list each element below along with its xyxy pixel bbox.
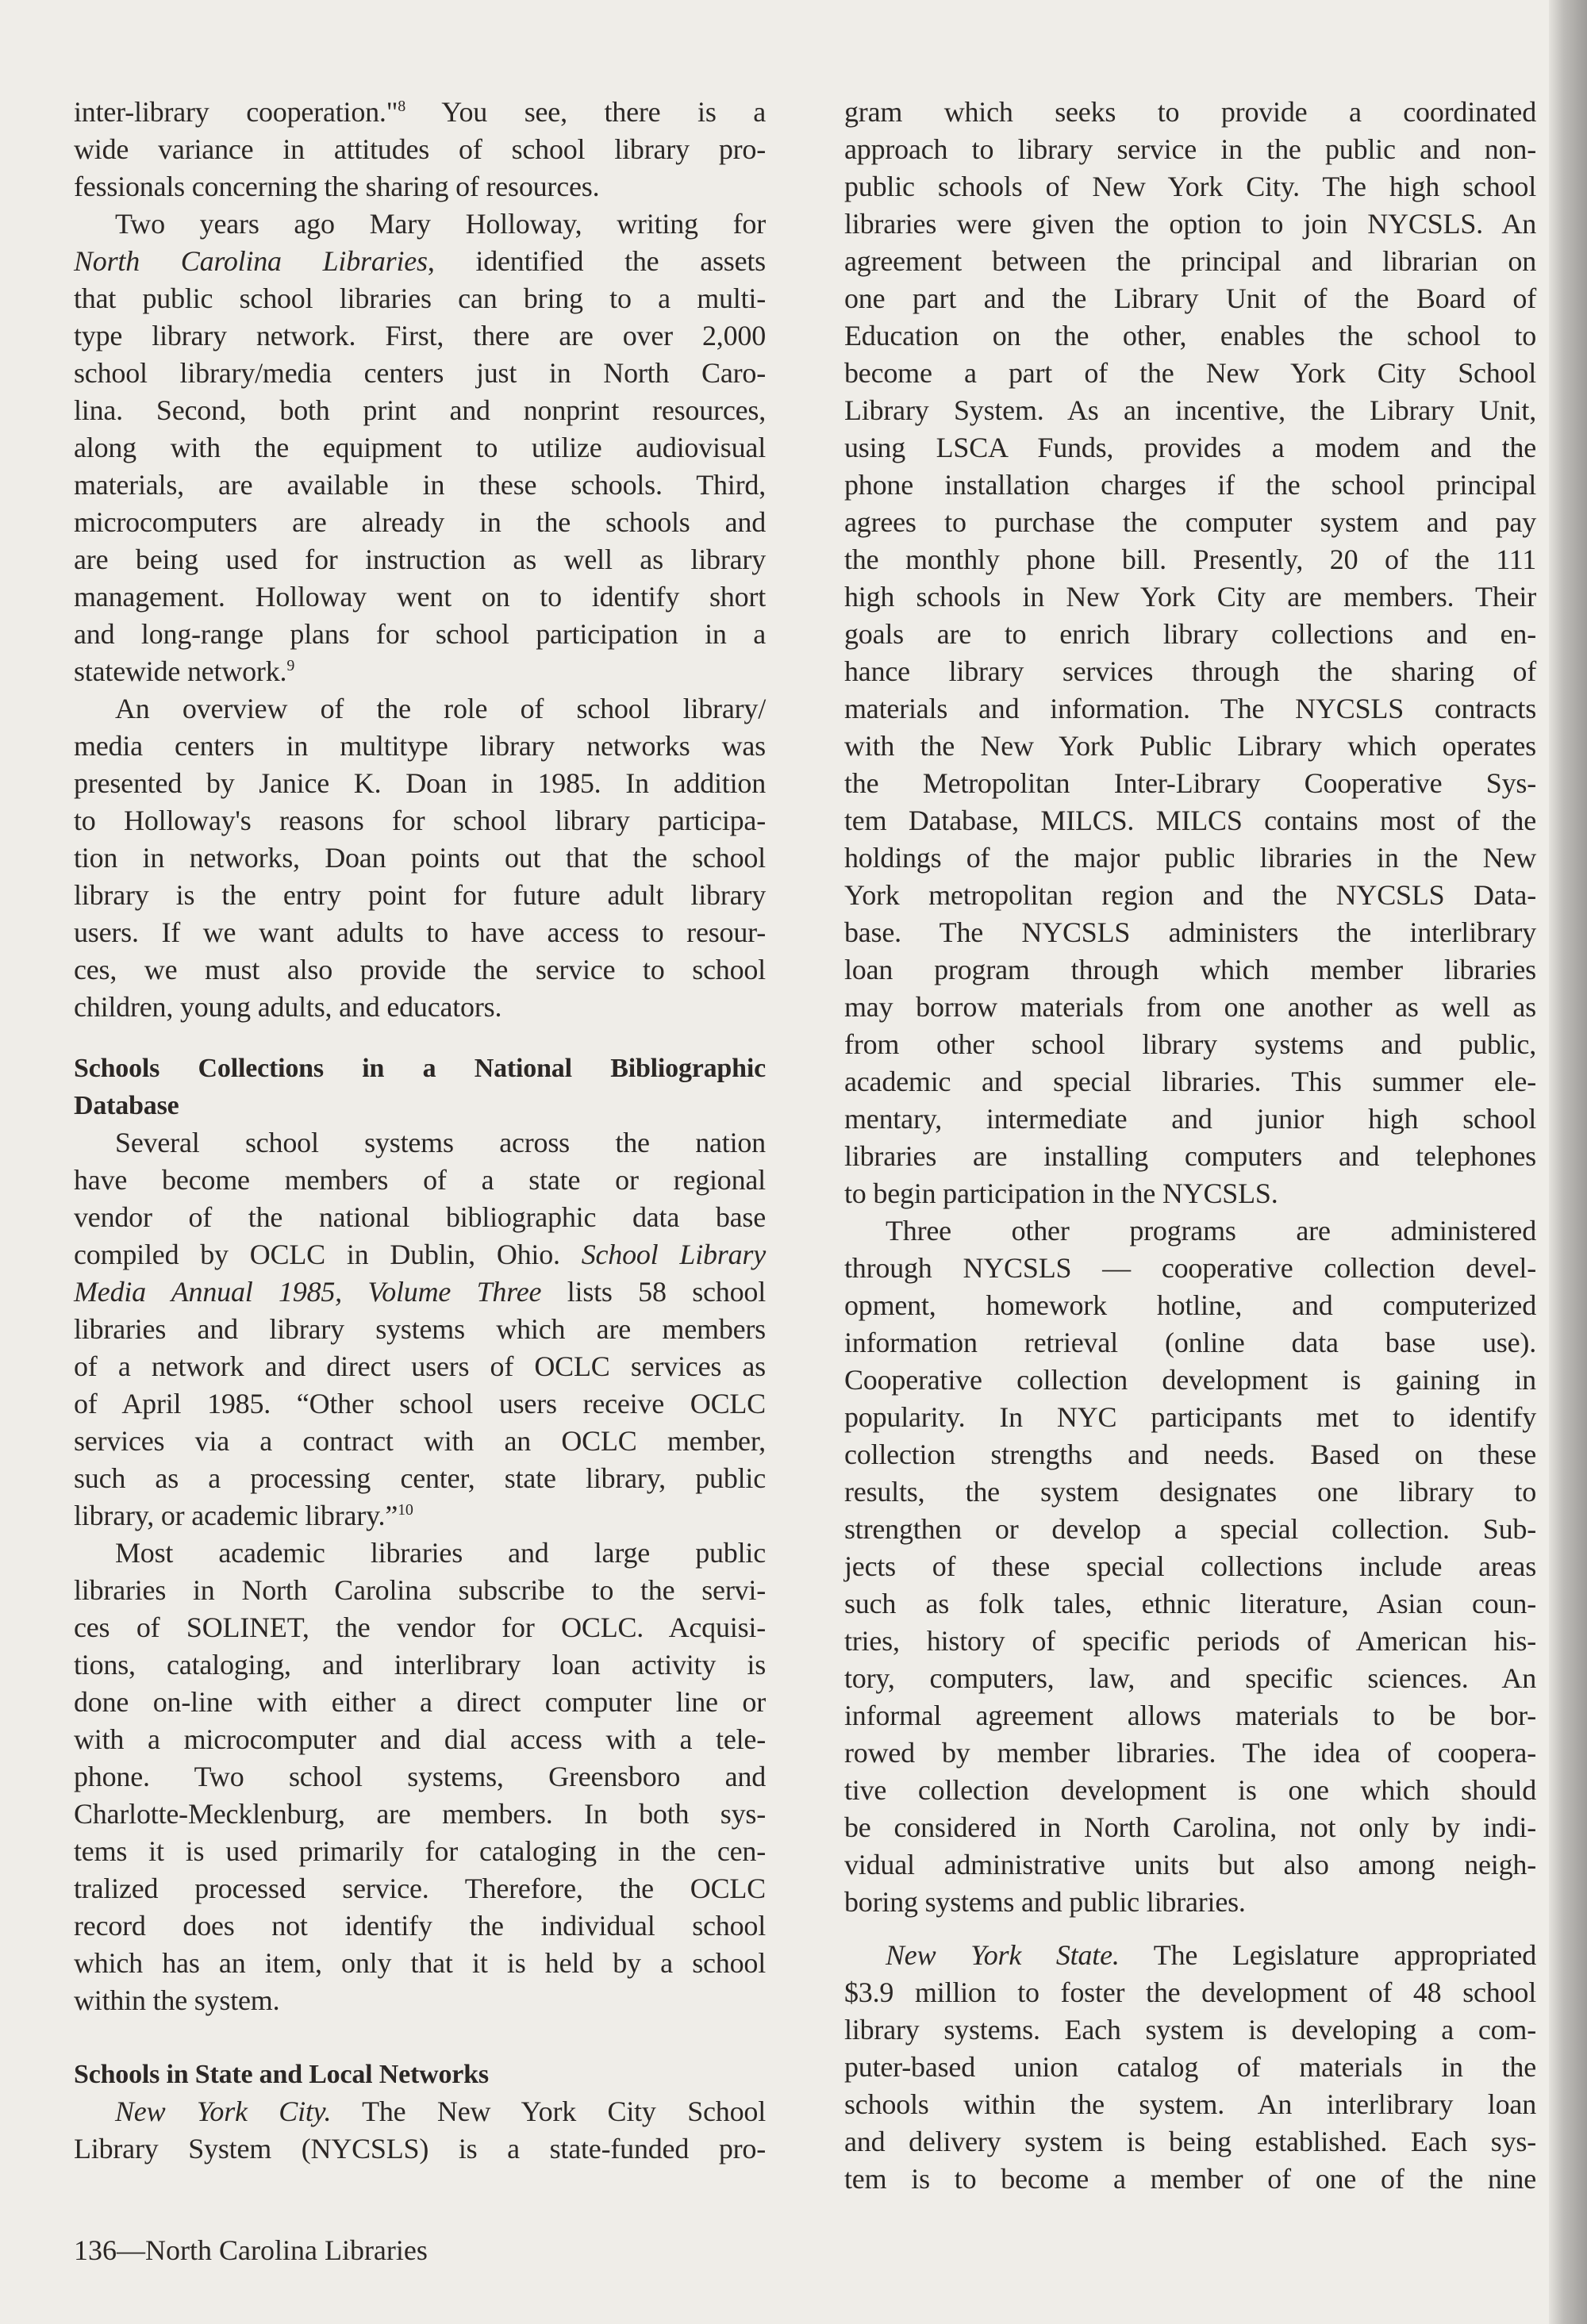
text-line (844, 2161, 1536, 2198)
text-run: services via a contract with an OCLC member, (74, 1425, 766, 1457)
text-run: rowed by member libraries. The idea of coopera- (844, 1737, 1536, 1769)
text-line (844, 578, 1536, 616)
text-line (844, 94, 1536, 131)
text-run: results, the system designates one library to (844, 1476, 1536, 1508)
text-run: one part and the Library Unit of the Board of (844, 282, 1536, 314)
text-run: An overview of the role of school library/ (115, 693, 766, 724)
text-line (74, 1982, 766, 2019)
text-run: such as folk tales, ethnic literature, Asian coun- (844, 1588, 1536, 1619)
text-line (74, 877, 766, 914)
text-line (74, 317, 766, 355)
text-run: the Metropolitan Inter-Library Cooperative Sys- (844, 767, 1536, 799)
text-line (844, 1585, 1536, 1623)
text-run: record does not identify the individual school (74, 1910, 766, 1942)
text-run: the monthly phone bill. Presently, 20 of the 111 (844, 544, 1536, 575)
text-run: phone. Two school systems, Greensboro and (74, 1761, 766, 1792)
text-run: ces of SOLINET, the vendor for OCLC. Acquisi- (74, 1611, 766, 1643)
text-run: which has an item, only that it is held by a school (74, 1947, 766, 1979)
text-line (844, 2049, 1536, 2086)
text-line (74, 1609, 766, 1646)
paragraph (74, 1535, 766, 2019)
text-line (844, 429, 1536, 467)
text-line (844, 802, 1536, 839)
italic-text: Media Annual 1985, Volume Three (74, 1276, 542, 1308)
text-line (844, 1138, 1536, 1175)
text-run: , identified the assets (427, 245, 766, 277)
text-line (74, 951, 766, 989)
text-line (74, 355, 766, 392)
text-line (74, 1087, 766, 1124)
text-run: tem Database, MILCS. MILCS contains most of the (844, 805, 1536, 836)
text-run: jects of these special collections include areas (844, 1550, 1536, 1582)
text-line (844, 355, 1536, 392)
paragraph (74, 690, 766, 1026)
text-run: Library System. As an incentive, the Library Unit, (844, 394, 1536, 426)
text-run: puter-based union catalog of materials in the (844, 2051, 1536, 2083)
text-run: and long-range plans for school participation in a (74, 618, 766, 650)
text-run: boring systems and public libraries. (844, 1886, 1246, 1918)
text-run: base. The NYCSLS administers the interlibrary (844, 916, 1536, 948)
text-line (844, 1436, 1536, 1473)
text-run: tory, computers, law, and specific sciences. An (844, 1662, 1536, 1694)
text-line (844, 317, 1536, 355)
text-line (844, 131, 1536, 168)
text-run: may borrow materials from one another as well as (844, 991, 1536, 1023)
text-line (74, 1199, 766, 1236)
text-line (844, 914, 1536, 951)
text-line (844, 1846, 1536, 1884)
text-line (74, 1796, 766, 1833)
text-run: Schools Collections in a National Bibliographic (74, 1054, 766, 1083)
text-run: and delivery system is being established. Each sys- (844, 2126, 1536, 2157)
text-run: library systems. Each system is developing a com- (844, 2014, 1536, 2046)
text-line (74, 1124, 766, 1162)
text-run: tralized processed service. Therefore, the OCLC (74, 1873, 766, 1904)
text-line (844, 1809, 1536, 1846)
text-line (844, 1287, 1536, 1324)
text-line (74, 1758, 766, 1796)
text-line (74, 765, 766, 802)
text-run: users. If we want adults to have access to resour- (74, 916, 766, 948)
text-run: media centers in multitype library networks was (74, 730, 766, 762)
section-heading (74, 2056, 766, 2093)
text-line (844, 1101, 1536, 1138)
text-line (844, 2123, 1536, 2161)
text-line (74, 914, 766, 951)
text-run: informal agreement allows materials to be bor- (844, 1700, 1536, 1731)
text-line (844, 839, 1536, 877)
text-line (74, 243, 766, 280)
text-line (74, 1236, 766, 1273)
text-run: The Legislature appropriated (1119, 1939, 1536, 1971)
text-line (844, 467, 1536, 504)
text-run: type library network. First, there are over 2,000 (74, 320, 766, 351)
text-run: with a microcomputer and dial access with a tele- (74, 1723, 766, 1755)
text-line (844, 765, 1536, 802)
text-run: fessionals concerning the sharing of resources. (74, 171, 600, 202)
footnote-marker: 10 (398, 1501, 413, 1519)
text-run: The New York City School (331, 2095, 766, 2127)
text-run: Two years ago Mary Holloway, writing for (115, 208, 766, 240)
text-run: collection strengths and needs. Based on these (844, 1439, 1536, 1470)
text-line (844, 168, 1536, 206)
right-column (844, 94, 1536, 2198)
text-run: become a part of the New York City School (844, 357, 1536, 389)
text-line (844, 504, 1536, 541)
text-line (74, 206, 766, 243)
text-run: agrees to purchase the computer system and pay (844, 506, 1536, 538)
text-line (74, 1572, 766, 1609)
text-line (74, 1050, 766, 1087)
text-run: have become members of a state or regional (74, 1164, 766, 1196)
text-run: such as a processing center, state library, public (74, 1462, 766, 1494)
text-line (74, 802, 766, 839)
text-line (844, 1697, 1536, 1734)
text-run: libraries are installing computers and telephones (844, 1140, 1536, 1172)
text-run: compiled by OCLC in Dublin, Ohio. (74, 1239, 582, 1270)
text-line (844, 1473, 1536, 1511)
text-line (844, 1734, 1536, 1772)
footnote-marker: 9 (286, 657, 295, 674)
text-run: tion in networks, Doan points out that the school (74, 842, 766, 874)
text-line (74, 168, 766, 206)
text-run: phone installation charges if the school principal (844, 469, 1536, 501)
text-run: academic and special libraries. This summer ele- (844, 1066, 1536, 1097)
text-line (844, 1063, 1536, 1101)
text-line (844, 2011, 1536, 2049)
text-line (74, 429, 766, 467)
text-run: that public school libraries can bring to a multi- (74, 282, 766, 314)
text-run: libraries in North Carolina subscribe to the servi- (74, 1574, 766, 1606)
text-line (74, 1945, 766, 1982)
text-run: tries, history of specific periods of American his- (844, 1625, 1536, 1657)
text-line (844, 1399, 1536, 1436)
text-line (844, 392, 1536, 429)
text-run: Most academic libraries and large public (115, 1537, 766, 1569)
paragraph (74, 206, 766, 690)
text-run: You see, there is a (405, 96, 767, 128)
text-line (844, 1772, 1536, 1809)
text-line (844, 1362, 1536, 1399)
text-run: $3.9 million to foster the development of 48 school (844, 1976, 1536, 2008)
italic-text: School Library (581, 1239, 766, 1270)
text-line (844, 989, 1536, 1026)
text-run: approach to library service in the public and non- (844, 133, 1536, 165)
text-run: library, or academic library.” (74, 1500, 398, 1531)
text-line (74, 1348, 766, 1385)
text-run: lina. Second, both print and nonprint resources, (74, 394, 766, 426)
text-line (844, 243, 1536, 280)
text-line (74, 616, 766, 653)
text-run: popularity. In NYC participants met to identify (844, 1401, 1536, 1433)
text-run: information retrieval (online data base use). (844, 1327, 1536, 1358)
text-run: with the New York Public Library which operates (844, 730, 1536, 762)
text-run: to begin participation in the NYCSLS. (844, 1177, 1278, 1209)
text-line (844, 1175, 1536, 1212)
paragraph (74, 94, 766, 206)
text-run: Education on the other, enables the school to (844, 320, 1536, 351)
text-line (844, 280, 1536, 317)
text-line (74, 653, 766, 690)
text-line (844, 690, 1536, 728)
text-run: library is the entry point for future adult library (74, 879, 766, 911)
text-run: Three other programs are administered (886, 1215, 1536, 1247)
text-line (74, 1311, 766, 1348)
text-line (74, 1684, 766, 1721)
text-line (74, 1460, 766, 1497)
text-run: materials and information. The NYCSLS contracts (844, 693, 1536, 724)
text-run: school library/media centers just in North Caro- (74, 357, 766, 389)
text-run: goals are to enrich library collections and en- (844, 618, 1536, 650)
text-line (74, 690, 766, 728)
text-line (844, 877, 1536, 914)
text-run: libraries and library systems which are members (74, 1313, 766, 1345)
text-run: within the system. (74, 1984, 280, 2016)
text-run: microcomputers are already in the schools and (74, 506, 766, 538)
text-line (74, 467, 766, 504)
page-footer: 136—North Carolina Libraries (74, 2234, 428, 2266)
text-line (844, 1884, 1536, 1921)
page-edge-shadow (1549, 0, 1587, 2324)
text-line (74, 1385, 766, 1423)
text-run: presented by Janice K. Doan in 1985. In addition (74, 767, 766, 799)
paragraph (844, 1937, 1536, 2198)
text-run: be considered in North Carolina, not only by indi- (844, 1811, 1536, 1843)
text-run: are being used for instruction as well as library (74, 544, 766, 575)
text-line (74, 1497, 766, 1535)
text-run: holdings of the major public libraries in the New (844, 842, 1536, 874)
text-line (74, 578, 766, 616)
text-line (74, 280, 766, 317)
text-run: using LSCA Funds, provides a modem and the (844, 432, 1536, 463)
text-run: gram which seeks to provide a coordinated (844, 96, 1536, 128)
text-line (74, 839, 766, 877)
text-run: lists 58 school (541, 1276, 766, 1308)
text-line (844, 951, 1536, 989)
italic-text: North Carolina Libraries (74, 245, 428, 277)
text-line (844, 1250, 1536, 1287)
text-line (844, 616, 1536, 653)
text-run: opment, homework hotline, and computerized (844, 1289, 1536, 1321)
text-run: tem is to become a member of one of the nine (844, 2163, 1536, 2195)
text-line (844, 1937, 1536, 1974)
text-run: tems it is used primarily for cataloging in the cen- (74, 1835, 766, 1867)
text-run: materials, are available in these schools. Third, (74, 469, 766, 501)
section-heading (74, 1050, 766, 1124)
text-run: through NYCSLS — cooperative collection devel- (844, 1252, 1536, 1284)
left-column (74, 94, 766, 2168)
text-line (74, 1721, 766, 1758)
text-line (74, 94, 766, 131)
text-line (74, 392, 766, 429)
text-line (844, 206, 1536, 243)
text-line (74, 1273, 766, 1311)
text-run: vendor of the national bibliographic data base (74, 1201, 766, 1233)
text-line (74, 504, 766, 541)
text-run: Several school systems across the nation (115, 1127, 766, 1158)
text-run: of a network and direct users of OCLC services as (74, 1350, 766, 1382)
text-line (74, 989, 766, 1026)
footnote-marker: 8 (398, 98, 406, 115)
text-run: from other school library systems and public, (844, 1028, 1536, 1060)
text-line (74, 1423, 766, 1460)
text-line (844, 1974, 1536, 2011)
text-run: public schools of New York City. The high school (844, 171, 1536, 202)
text-line (844, 1324, 1536, 1362)
text-run: loan program through which member libraries (844, 954, 1536, 985)
text-line (844, 1548, 1536, 1585)
italic-text: New York State. (886, 1939, 1120, 1971)
text-line (74, 2056, 766, 2093)
text-line (844, 653, 1536, 690)
text-run: ces, we must also provide the service to school (74, 954, 766, 985)
text-run: inter-library cooperation." (74, 96, 398, 128)
text-line (74, 2093, 766, 2130)
text-line (74, 1907, 766, 1945)
text-run: of April 1985. “Other school users receive OCLC (74, 1388, 766, 1419)
text-run: libraries were given the option to join NYCSLS. An (844, 208, 1536, 240)
text-run: vidual administrative units but also among neigh- (844, 1849, 1536, 1880)
text-run: wide variance in attitudes of school library pro- (74, 133, 766, 165)
text-run: mentary, intermediate and junior high school (844, 1103, 1536, 1135)
text-line (844, 1212, 1536, 1250)
text-line (844, 728, 1536, 765)
text-run: York metropolitan region and the NYCSLS Data- (844, 879, 1536, 911)
text-run: statewide network. (74, 655, 287, 687)
text-run: hance library services through the sharing of (844, 655, 1536, 687)
text-line (844, 2086, 1536, 2123)
text-run: Database (74, 1091, 179, 1120)
paragraph (844, 94, 1536, 1212)
paragraph (844, 1212, 1536, 1921)
text-run: agreement between the principal and librarian on (844, 245, 1536, 277)
text-run: along with the equipment to utilize audiovisual (74, 432, 766, 463)
text-run: children, young adults, and educators. (74, 991, 502, 1023)
text-run: to Holloway's reasons for school library participa- (74, 805, 766, 836)
text-line (844, 1026, 1536, 1063)
paragraph (74, 2093, 766, 2168)
text-line (74, 2130, 766, 2168)
text-line (74, 1535, 766, 1572)
text-line (844, 541, 1536, 578)
text-line (74, 541, 766, 578)
italic-text: New York City. (115, 2095, 332, 2127)
paragraph (74, 1124, 766, 1535)
text-run: Charlotte-Mecklenburg, are members. In both sys- (74, 1798, 766, 1830)
text-run: high schools in New York City are members. Their (844, 581, 1536, 613)
text-line (844, 1511, 1536, 1548)
text-run: Schools in State and Local Networks (74, 2060, 489, 2089)
text-run: done on-line with either a direct computer line or (74, 1686, 766, 1718)
text-line (844, 1623, 1536, 1660)
text-run: Cooperative collection development is gaining in (844, 1364, 1536, 1396)
text-run: management. Holloway went on to identify short (74, 581, 766, 613)
text-run: schools within the system. An interlibrary loan (844, 2088, 1536, 2120)
text-line (74, 728, 766, 765)
text-run: tive collection development is one which should (844, 1774, 1536, 1806)
text-run: strengthen or develop a special collection. Sub- (844, 1513, 1536, 1545)
text-line (844, 1660, 1536, 1697)
text-run: tions, cataloging, and interlibrary loan activity is (74, 1649, 766, 1681)
text-line (74, 131, 766, 168)
text-run: Library System (NYCSLS) is a state-funded pro- (74, 2133, 766, 2165)
text-line (74, 1646, 766, 1684)
text-line (74, 1870, 766, 1907)
text-line (74, 1833, 766, 1870)
text-line (74, 1162, 766, 1199)
